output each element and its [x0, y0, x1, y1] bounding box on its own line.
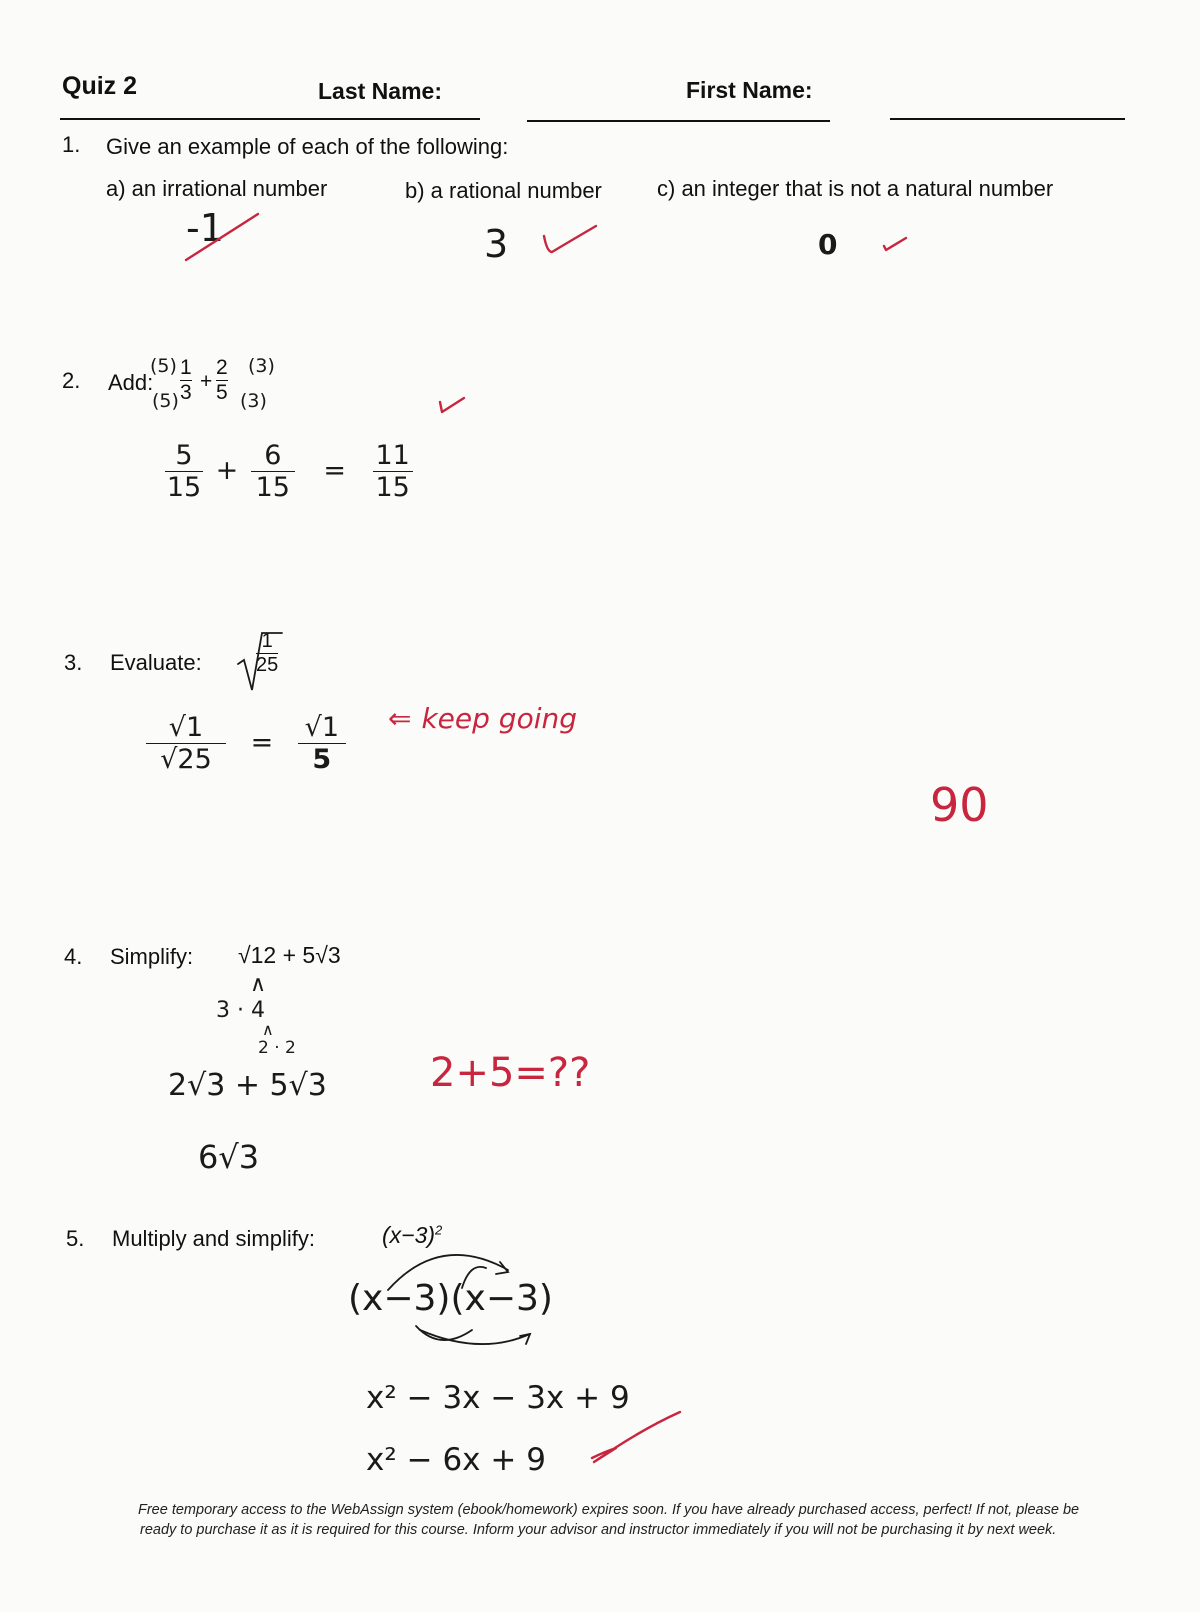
- q1a-label: a) an irrational number: [106, 176, 328, 201]
- q4-expression: √12 + 5√3: [238, 942, 341, 968]
- q1c-check-icon: [884, 238, 906, 250]
- q3-radicand: $\frac{1}{25}$: [256, 630, 279, 676]
- q4-tree-2: 2 · 2: [258, 1038, 296, 1058]
- q1b-check-icon: [544, 226, 596, 252]
- q2-frac2-mult-top: (3): [248, 355, 275, 377]
- q2-frac2: $\frac{2}{5}$: [216, 356, 228, 404]
- q5-expression: $(x-3)^2$: [382, 1222, 443, 1248]
- q1a-strike-mark: [186, 214, 258, 260]
- q2-number: 2.: [62, 368, 81, 393]
- quiz-title: Quiz 2: [62, 72, 138, 100]
- q4-comment: 2+5=??: [430, 1050, 591, 1096]
- last-name-label: Last Name:: [318, 78, 442, 104]
- q2-label: Add:: [108, 370, 154, 395]
- q3-sqrt-sign-icon: [238, 633, 282, 690]
- q3-number: 3.: [64, 650, 83, 675]
- score: 90: [930, 778, 989, 832]
- q5-arc-top2-icon: [462, 1267, 486, 1288]
- q1c-label: c) an integer that is not a natural number: [657, 176, 1054, 201]
- q5-arrowhead-bottom-icon: [520, 1334, 530, 1344]
- q2-frac1-mult-top: (5): [150, 355, 177, 377]
- q4-tree-caret-1: ∧: [250, 972, 267, 997]
- q2-plus: +: [200, 370, 213, 393]
- q1b-answer: 3: [484, 222, 509, 266]
- q5-arc-top-icon: [388, 1255, 508, 1290]
- q2-work: $\frac{5}{15}$ + $\frac{6}{15}$ = $\frac{11}{15}$: [165, 440, 413, 503]
- first-name-label: First Name:: [686, 77, 813, 103]
- q5-work-line2: x² − 3x − 3x + 9: [366, 1380, 630, 1416]
- q5-work-line1: (x−3)(x−3): [348, 1278, 553, 1319]
- q5-number: 5.: [66, 1226, 85, 1251]
- q2-frac1-mult-bottom: (5): [152, 390, 179, 412]
- q2-check-icon: [440, 398, 464, 412]
- q5-label: Multiply and simplify:: [112, 1226, 315, 1251]
- q1-number: 1.: [62, 132, 81, 157]
- q4-number: 4.: [64, 944, 83, 969]
- q2-frac2-mult-bottom: (3): [240, 390, 267, 412]
- q1c-answer: 0: [818, 228, 838, 261]
- q4-label: Simplify:: [110, 944, 194, 969]
- q4-work-line1: 2√3 + 5√3: [168, 1068, 327, 1103]
- q1a-answer: -1: [186, 206, 224, 250]
- q1-prompt: Give an example of each of the following:: [106, 134, 509, 159]
- q5-arc-bottom2-icon: [420, 1330, 530, 1344]
- q4-work-line2: 6√3: [198, 1138, 260, 1176]
- q4-tree-caret-2: ∧: [262, 1020, 274, 1039]
- footer-line-2: ready to purchase it as it is required for this course. Inform your advisor and instructor immediately if you will not be purchasing it by next week.: [140, 1522, 1057, 1538]
- q4-tree-1: 3 · 4: [216, 998, 265, 1023]
- footer-line-1: Free temporary access to the WebAssign system (ebook/homework) expires soon. If you have already purchased access, perfect! If not, please be: [138, 1502, 1080, 1518]
- q5-check-icon: [592, 1412, 680, 1462]
- q5-work-line3: x² − 6x + 9: [366, 1442, 546, 1478]
- q2-frac1: $\frac{1}{3}$: [180, 356, 192, 404]
- q3-comment: ⇐ keep going: [388, 702, 578, 735]
- q3-label: Evaluate:: [110, 650, 202, 675]
- q1b-label: b) a rational number: [405, 178, 602, 203]
- q3-work: $\frac{√1}{√25}$ = $\frac{√1}{5}$: [146, 712, 346, 775]
